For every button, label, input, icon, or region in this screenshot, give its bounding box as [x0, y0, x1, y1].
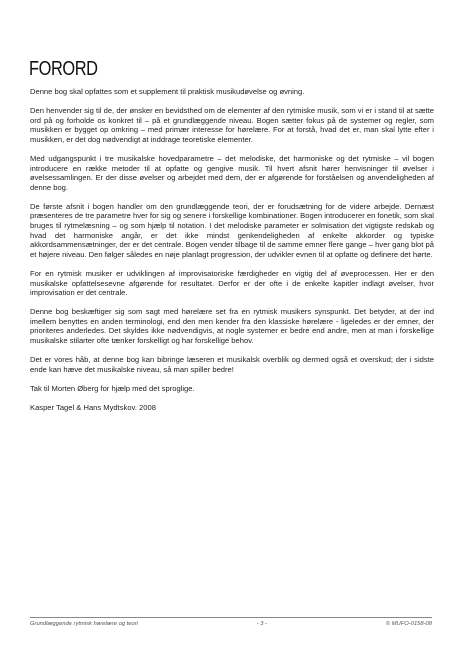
footer-book-title: Grundlæggende rytmisk hørelære og teori [30, 621, 138, 627]
paragraph-parameters: Med udgangspunkt i tre musikalske hovedparametre – det melodiske, det harmoniske og det rytmiske – vil bogen introducere en række metoder til at opfatte og gengive musik. Til hvert afsnit hører henvisninger til øvelser i øvelsessamlingen. Er der disse øvelser og arbejdet med dem, der er afgørende for forståelsen og anvendeligheden af denne bog. [30, 153, 434, 192]
paragraph-improvisation: For en rytmisk musiker er udviklingen af improvisatoriske færdigheder en vigtig del af øveprocessen. Her er den musikalske opfattelsesevne afgørende for resultatet. Derfor er der ofte i de enkelte kapitler indlagt øvelser, hvor improvisation er det centrale. [30, 268, 434, 298]
page-title: FORORD [29, 58, 98, 80]
body-text [30, 87, 434, 422]
paragraph-terminology: Denne bog beskæftiger sig som sagt med hørelære set fra en rytmisk musikers synspunkt. Det betyder, at der ind imellem benyttes en anden terminologi, end den men kender fra den klassiske hørelære - ligeledes er der emner, der prioriteres anderledes. Det skyldes ikke nødvendigvis, at nogle systemer er bedre end andre, men at man i forskellige musikalske stilarter ofte tænker forskelligt og har forskellige behov. [30, 307, 434, 345]
footer-catalog-number: © MUFO-0158-08 [385, 621, 432, 627]
paragraph-thanks: Tak til Morten Øberg for hjælp med det sproglige. [30, 383, 195, 393]
footer-page-number: - 3 - [256, 621, 268, 627]
page-footer [30, 617, 432, 627]
paragraph-audience: Den henvender sig til de, der ønsker en bevidsthed om de elementer af den rytmiske musik, som vi er i stand til at sætte ord på og forholde os konkret til – på et grundlæggende niveau. Bogen sætter fokus på de systemer og regler, som musikken er bygget op omkring – med primær interesse for hørelære. For at forstå, hvad det er, man skal lytte efter i musikken, er det dog nødvendigt at inddrage teoretiske elementer. [30, 106, 434, 144]
paragraph-intro: Denne bog skal opfattes som et supplement til praktisk musikudøvelse og øvning. [30, 87, 305, 96]
paragraph-hope: Det er vores håb, at denne bog kan bibringe læseren et musikalsk overblik og dermed også et overskud; der i sidste ende kan hæve det musikalske niveau, så man spiller bedre! [30, 355, 434, 374]
paragraph-authors: Kasper Tagel & Hans Mydtskov. 2008 [30, 402, 156, 412]
paragraph-structure: De første afsnit i bogen handler om den grundlæggende teori, der er forudsætning for de videre arbejde. Dernæst præsenteres de tre parametre hver for sig og senere i forskellige kombinationer. Bogen introducerer en fonetik, som skal bruges til rytmelæsning – og som hjælp til notation. I det melodiske parameter er solmisation det vigtigste redskab og hvad det harmoniske angår, er det ikke mindst genkendeligheden af enkelte akkorder og typiske akkordsammensætninger, der er det centrale. Bogen vender tilbage til de samme emner flere gange – hver gang blot på et højere niveau. Den følger således en nøje planlagt progression, der udvikler evnen til at opfatte og definere det hørte. [30, 201, 434, 259]
